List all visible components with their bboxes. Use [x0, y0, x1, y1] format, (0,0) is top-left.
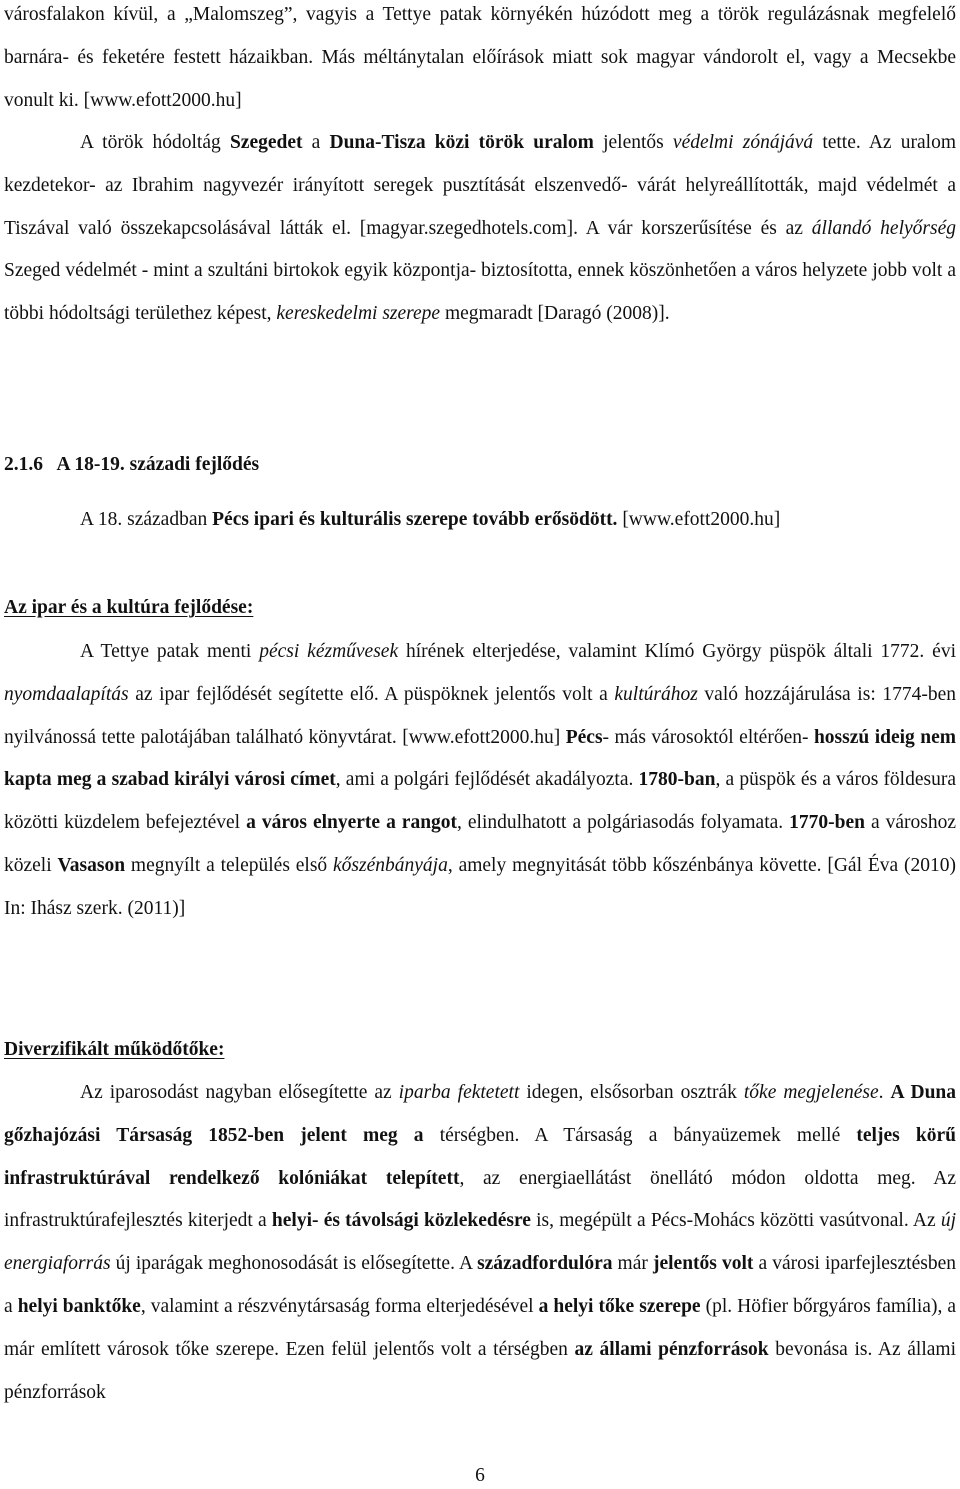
- paragraph-szeged: A török hódoltág Szegedet a Duna-Tisza közi török uralom jelentős védelmi zónájává tette. Az uralom kezdetekor- az Ibrahim nagyvezér irányított seregek pusztítását elszenvedő- várát helyreállították, majd védelmét a Tiszával való összekapcsolásával látták el. [magyar.szegedhotels.com]. A vár korszerűsítése és az állandó helyőrség Szeged védelmét - mint a szultáni birtokok egyik központja- biztosította, ennek köszönhetően a város helyzete jobb volt a többi hódoltsági területhez képest, kereskedelmi szerepe megmaradt [Daragó (2008)].: [4, 132, 956, 325]
- paragraph-1: városfalakon kívül, a „Malomszeg”, vagyis a Tettye patak környékén húzódott meg a török regulázásnak megfelelő barnára- és feketére festett házaikban. Más méltánytalan előírások miatt sok magyar vándorolt el, vagy a Mecsekbe vonult ki. [www.efott2000.hu]: [4, 4, 956, 111]
- paragraph-pecs-18th-century: A 18. században Pécs ipari és kulturális szerepe tovább erősödött. [www.efott2000.hu]: [80, 509, 781, 530]
- paragraph-diversified-capital: Az iparosodást nagyban elősegítette az iparba fektetett idegen, elsősorban osztrák tőke megjelenése. A Duna gőzhajózási Társaság 1852-ben jelent meg a térségben. A Társaság a bányaüzemek mellé teljes körű infrastruktúrával rendelkező kolóniákat telepített, az energiaellátást önellátó módon oldotta meg. Az infrastruktúrafejlesztés kiterjedt a helyi- és távolsági közlekedésre is, megépült a Pécs-Mohács közötti vasútvonal. Az új energiaforrás új iparágak meghonosodását is elősegítette. A századfordulóra már jelentős volt a városi iparfejlesztésben a helyi banktőke, valamint a részvénytársaság forma elterjedésével a helyi tőke szerepe (pl. Höfier bőrgyáros família), a már említett városok tőke szerepe. Ezen felül jelentős volt a térségben az állami pénzforrások bevonása is. Az állami pénzforrások: [4, 1082, 957, 1403]
- subheading-diversified-capital: Diverzifikált működőtőke:: [4, 1039, 225, 1060]
- subheading-industry-culture: Az ipar és a kultúra fejlődése:: [4, 597, 254, 618]
- section-heading: 2.1.6 A 18-19. századi fejlődés: [4, 454, 260, 475]
- page-number: 6: [475, 1465, 485, 1486]
- paragraph-industry-culture: A Tettye patak menti pécsi kézművesek hírének elterjedése, valamint Klímó György püspök általi 1772. évi nyomdaalapítás az ipar fejlődését segítette elő. A püspöknek jelentős volt a kultúrához való hozzájárulása is: 1774-ben nyilvánossá tette palotájában található könyvtárat. [www.efott2000.hu] Pécs- más városoktól eltérően- hosszú ideig nem kapta meg a szabad királyi városi címet, ami a polgári fejlődését akadályozta. 1780-ban, a püspök és a város földesura közötti küzdelem befejeztével a város elnyerte a rangot, elindulhatott a polgáriasodás folyamata. 1770-ben a városhoz közeli Vasason megnyílt a település első kőszénbányája, amely megnyitását több kőszénbánya követte. [Gál Éva (2010) In: Ihász szerk. (2011)]: [4, 641, 957, 919]
